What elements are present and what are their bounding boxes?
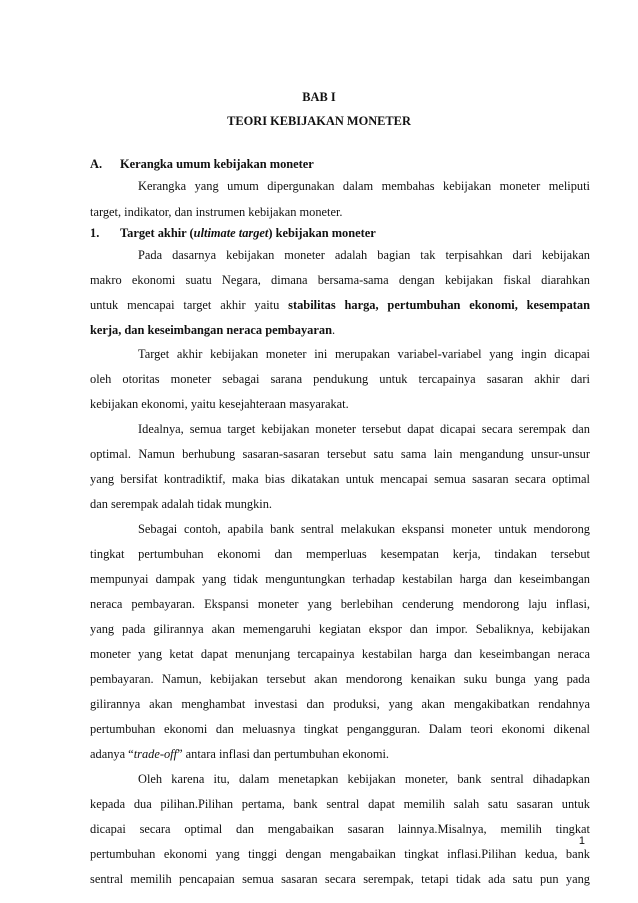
text-line: Sebagai contoh, apabila bank sentral melakukan ekspansi moneter untuk mendorong: [138, 522, 590, 536]
text-line: kepada dua pilihan.Pilihan pertama, bank sentral dapat memilih salah satu sasaran untuk: [90, 797, 590, 811]
text-line: mempunyai dampak yang tidak menguntungkan terhadap kestabilan harga dan keseimbangan: [90, 572, 590, 586]
text-line: Target akhir kebijakan moneter ini merupakan variabel-variabel yang ingin dicapai: [138, 347, 590, 361]
text-line: makro ekonomi suatu Negara, dimana bersama-sama dengan kebijakan fiskal diarahkan: [90, 273, 590, 287]
text-line: dicapai secara optimal dan mengabaikan sasaran lainnya.Misalnya, memilih tingkat: [90, 822, 590, 836]
text-line: Idealnya, semua target kebijakan moneter tersebut dapat dicapai secara serempak dan: [138, 422, 590, 436]
text-line: yang bersifat kontradiktif, maka bias dikatakan untuk mencapai semua sasaran secara optimal: [90, 472, 590, 486]
text-line: pertumbuhan ekonomi yang tinggi dengan mengabaikan tingkat inflasi.Pilihan kedua, bank: [90, 847, 590, 861]
chapter-title: TEORI KEBIJAKAN MONETER: [227, 114, 411, 128]
subsection-1-number: 1.: [90, 226, 100, 240]
section-a-title: Kerangka umum kebijakan moneter: [120, 157, 314, 171]
subsection-1-heading: [90, 226, 490, 242]
text-line: optimal. Namun berhubung sasaran-sasaran tersebut satu sama lain mengandung unsur-unsur: [90, 447, 590, 461]
text-line: Pada dasarnya kebijakan moneter adalah bagian tak terpisahkan dari kebijakan: [138, 248, 590, 262]
text-line: pembayaran. Namun, kebijakan tersebut akan mendorong kenaikan suku bunga yang pada: [90, 672, 590, 686]
chapter-label: BAB I: [302, 90, 336, 104]
text-line: oleh otoritas moneter sebagai sarana pendukung untuk tercapainya sasaran akhir dari: [90, 372, 590, 386]
text-line: pertumbuhan ekonomi dan meluasnya tingkat pengangguran. Dalam teori ekonomi dikenal: [90, 722, 590, 736]
text-line: sentral memilih pencapaian semua sasaran secara serempak, tetapi tidak ada satu pun yang: [90, 872, 590, 886]
text-line: untuk mencapai target akhir yaitu stabilitas harga, pertumbuhan ekonomi, kesempatan: [90, 298, 590, 312]
text-line: neraca pembayaran. Ekspansi moneter yang berlebihan cenderung mendorong laju inflasi,: [90, 597, 590, 611]
text-line: moneter yang ketat dapat menunjang tercapainya kestabilan harga dan keseimbangan neraca: [90, 647, 590, 661]
text-line: adanya “trade-off” antara inflasi dan pertumbuhan ekonomi.: [90, 747, 390, 761]
section-a-heading: [90, 157, 490, 173]
text-line: gilirannya akan menghambat investasi dan produksi, yang akan mengakibatkan rendahnya: [90, 697, 590, 711]
text-line: kebijakan ekonomi, yaitu kesejahteraan masyarakat.: [90, 397, 349, 411]
subsection-1-title: Target akhir (ultimate target) kebijakan moneter: [120, 226, 376, 240]
page-number: 1: [578, 835, 585, 847]
text-line: dan serempak adalah tidak mungkin.: [90, 497, 273, 511]
text-line: Kerangka yang umum dipergunakan dalam membahas kebijakan moneter meliputi: [138, 179, 590, 193]
text-line: Oleh karena itu, dalam menetapkan kebijakan moneter, bank sentral dihadapkan: [138, 772, 590, 786]
section-a-number: A.: [90, 157, 103, 171]
text-line: yang pada gilirannya akan memengaruhi kegiatan ekspor dan impor. Sebaliknya, kebijakan: [90, 622, 590, 636]
text-line: tingkat pertumbuhan ekonomi dan memperluas kesempatan kerja, tindakan tersebut: [90, 547, 590, 561]
text-line: target, indikator, dan instrumen kebijakan moneter.: [90, 205, 343, 219]
text-line: kerja, dan keseimbangan neraca pembayaran.: [90, 323, 336, 337]
